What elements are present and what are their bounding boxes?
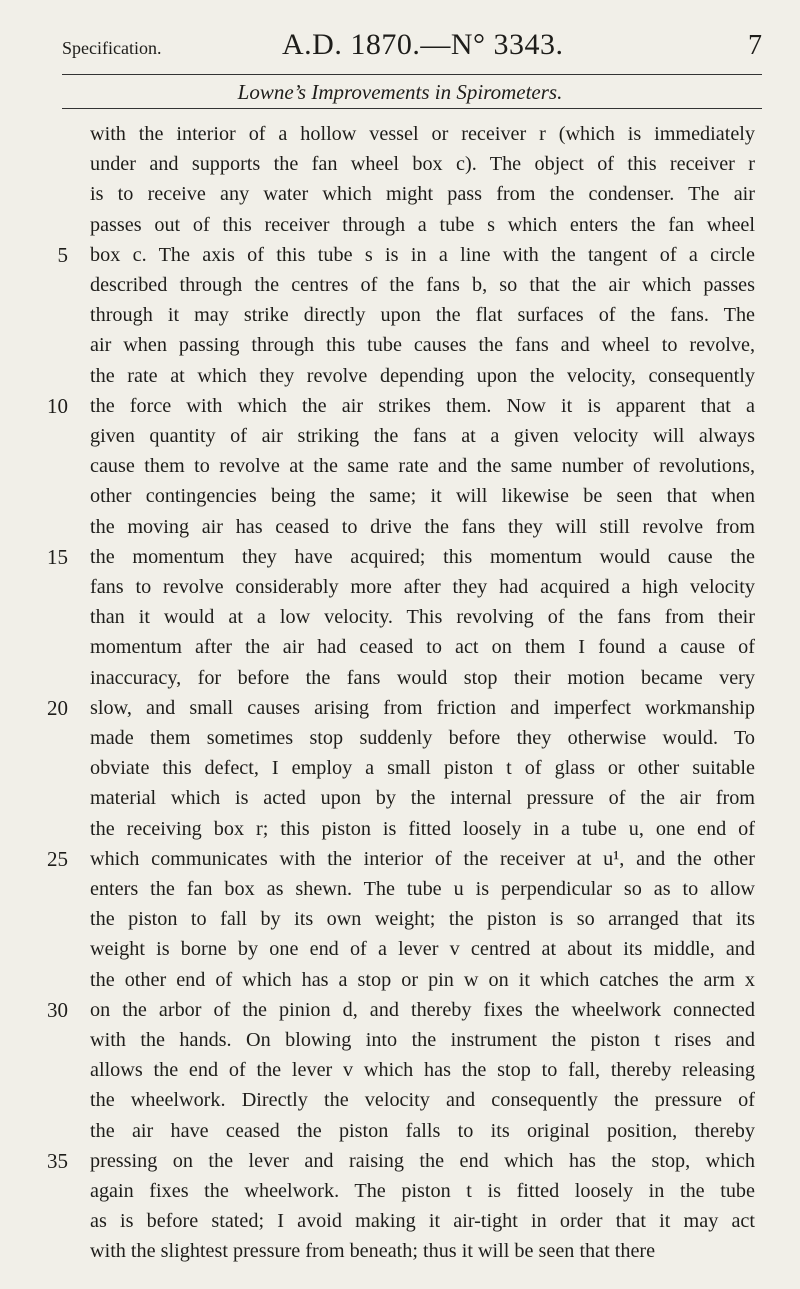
text-line: than it would at a low velocity. This revolving of the fans from their: [90, 606, 755, 628]
line-number: 10: [47, 394, 68, 418]
text-line: again fixes the wheelwork. The piston t is fitted loosely in the tube: [90, 1180, 755, 1202]
running-title: Lowne’s Improvements in Spirometers.: [237, 80, 563, 104]
text-line: the momentum they have acquired; this momentum would cause the: [90, 546, 755, 568]
line-number: 20: [47, 696, 68, 720]
text-line: the wheelwork. Directly the velocity and consequently the pressure of: [90, 1089, 755, 1111]
text-line: material which is acted upon by the internal pressure of the air from: [90, 787, 755, 809]
subtitle-rule: [62, 108, 762, 109]
text-line: weight is borne by one end of a lever v centred at about its middle, and: [90, 938, 755, 960]
text-line: with the hands. On blowing into the instrument the piston t rises and: [90, 1029, 755, 1051]
text-line: which communicates with the interior of the receiver at u¹, and the other: [90, 848, 755, 870]
text-line: with the interior of a hollow vessel or receiver r (which is immediately: [90, 123, 755, 145]
text-line: is to receive any water which might pass from the condenser. The air: [90, 183, 755, 205]
text-line: on the arbor of the pinion d, and thereby fixes the wheelwork connected: [90, 999, 755, 1021]
text-line: obviate this defect, I employ a small piston t of glass or other suitable: [90, 757, 755, 779]
text-line: air when passing through this tube causes the fans and wheel to revolve,: [90, 334, 755, 356]
text-line: fans to revolve considerably more after they had acquired a high velocity: [90, 576, 755, 598]
document-title: A.D. 1870.—N° 3343.: [282, 28, 564, 61]
text-line: the rate at which they revolve depending upon the velocity, consequently: [90, 365, 755, 387]
text-line: slow, and small causes arising from friction and imperfect workmanship: [90, 697, 755, 719]
header-rule: [62, 74, 762, 75]
text-line: pressing on the lever and raising the end which has the stop, which: [90, 1150, 755, 1172]
text-line: box c. The axis of this tube s is in a line with the tangent of a circle: [90, 244, 755, 266]
text-line: described through the centres of the fans b, so that the air which passes: [90, 274, 755, 296]
text-line: passes out of this receiver through a tube s which enters the fan wheel: [90, 214, 755, 236]
line-number: 30: [47, 998, 68, 1022]
text-line: the piston to fall by its own weight; the piston is so arranged that its: [90, 908, 755, 930]
text-line: cause them to revolve at the same rate and the same number of revolutions,: [90, 455, 755, 477]
text-line: the force with which the air strikes them. Now it is apparent that a: [90, 395, 755, 417]
section-label: Specification.: [62, 38, 162, 58]
text-line: the receiving box r; this piston is fitted loosely in a tube u, one end of: [90, 818, 755, 840]
text-line: given quantity of air striking the fans at a given velocity will always: [90, 425, 755, 447]
text-line: other contingencies being the same; it will likewise be seen that when: [90, 485, 755, 507]
text-line: as is before stated; I avoid making it air-tight in order that it may act: [90, 1210, 755, 1232]
text-line: inaccuracy, for before the fans would stop their motion became very: [90, 667, 755, 689]
text-line: through it may strike directly upon the flat surfaces of the fans. The: [90, 304, 755, 326]
text-line: the moving air has ceased to drive the fans they will still revolve from: [90, 516, 755, 538]
page-number: 7: [748, 30, 762, 61]
text-line: enters the fan box as shewn. The tube u is perpendicular so as to allow: [90, 878, 755, 900]
text-line: made them sometimes stop suddenly before they otherwise would. To: [90, 727, 755, 749]
text-line: the other end of which has a stop or pin w on it which catches the arm x: [90, 969, 755, 991]
line-number: 25: [47, 847, 68, 871]
line-number: 15: [47, 545, 68, 569]
text-line: with the slightest pressure from beneath; thus it will be seen that there: [90, 1240, 656, 1262]
text-line: the air have ceased the piston falls to its original position, thereby: [90, 1120, 755, 1142]
text-line: under and supports the fan wheel box c). The object of this receiver r: [90, 153, 755, 175]
line-number: 35: [47, 1149, 68, 1173]
text-line: momentum after the air had ceased to act on them I found a cause of: [90, 636, 755, 658]
text-line: allows the end of the lever v which has the stop to fall, thereby releasing: [90, 1059, 755, 1081]
page-header: [62, 28, 762, 72]
line-number: 5: [57, 243, 68, 267]
